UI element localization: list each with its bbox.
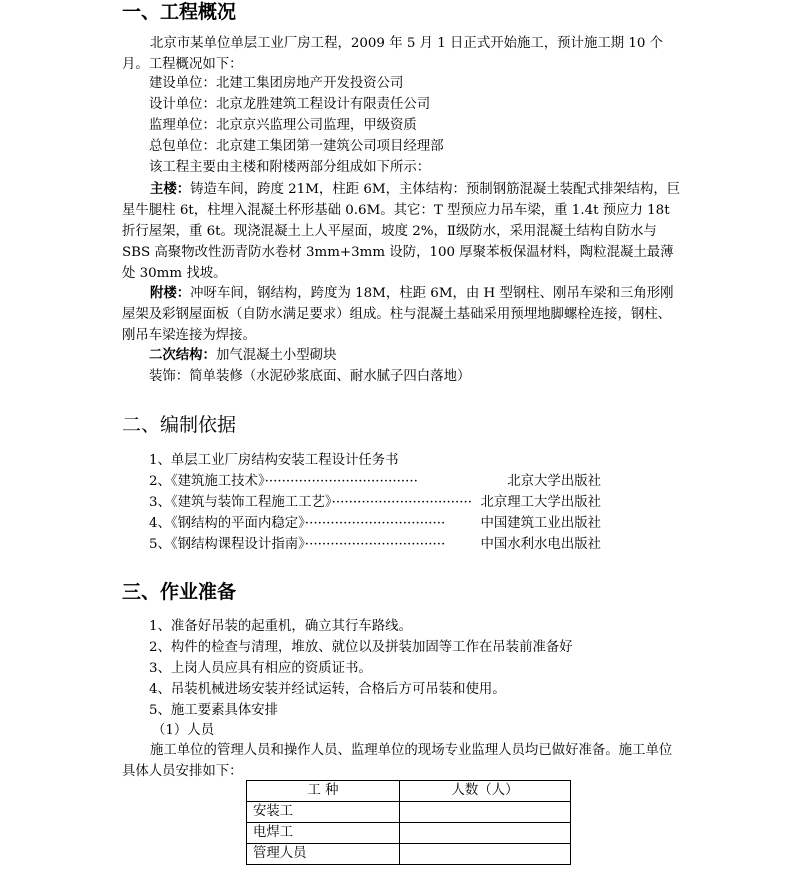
main-building-label: 主楼： [150,181,191,197]
prep-item-3: 3、上岗人员应具有相应的资质证书。 [149,661,372,676]
secondary-structure-label: 二次结构： [149,347,216,363]
staff-intro: 施工单位的管理人员和操作人员、监理单位的现场专业监理人员均已做好准备。施工单位具体人员安排如下： [122,743,673,779]
reference-title: 4、《钢结构的平面内稳定》································· [149,516,446,531]
personnel-subheading: （1）人员 [152,723,215,738]
table-header-row [247,781,571,802]
unit-construction: 建设单位：北建工集团房地产开发投资公司 [149,76,404,91]
annex-building-label: 附楼： [150,285,191,301]
reference-publisher: 北京理工大学出版社 [480,495,601,510]
table-cell [400,844,571,865]
section-2-heading: 二、编制依据 [122,414,237,436]
table-cell: 管理人员 [247,844,400,865]
reference-publisher: 中国建筑工业出版社 [480,516,601,531]
prep-item-4: 4、吊装机械进场安装并经试运转，合格后方可吊装和使用。 [149,682,506,697]
reference-title: 2、《建筑施工技术》···································· [149,474,418,489]
section-1-heading: 一、工程概况 [122,1,237,23]
secondary-structure [149,345,336,366]
reference-5 [149,534,601,555]
reference-4 [149,513,601,534]
reference-publisher: 北京大学出版社 [507,474,601,489]
table-row [247,844,571,865]
unit-supervision: 监理单位：北京京兴监理公司监理，甲级资质 [149,118,417,133]
main-building-paragraph [122,179,682,284]
section-3-heading: 三、作业准备 [122,581,237,603]
prep-item-5: 5、施工要素具体安排 [149,703,279,718]
decoration-text: 装饰：简单装修（水泥砂浆底面、耐水腻子四白落地） [149,369,471,384]
table-cell [400,802,571,823]
reference-title: 3、《建筑与装饰工程施工工艺》································· [149,495,473,510]
prep-item-2: 2、构件的检查与清理，堆放、就位以及拼装加固等工作在吊装前准备好 [149,640,573,655]
project-intro: 北京市某单位单层工业厂房工程，2009 年 5 月 1 日正式开始施工，预计施工期 10 个月。工程概况如下： [122,36,664,72]
reference-1: 1、单层工业厂房结构安装工程设计任务书 [149,453,399,468]
composition-text: 该工程主要由主楼和附楼两部分组成如下所示： [149,160,431,175]
unit-contractor: 总包单位：北京建工集团第一建筑公司项目经理部 [149,139,444,154]
table-header-cell: 人数（人） [400,781,571,802]
secondary-structure-text: 加气混凝土小型砌块 [215,348,337,363]
unit-design: 设计单位：北京龙胜建筑工程设计有限责任公司 [149,97,431,112]
main-building-text: 铸造车间，跨度 21M，柱距 6M，主体结构：预制钢筋混凝土装配式排架结构，巨星牛腿柱 6t，柱埋入混凝土杯形基础 0.6M。其它：T 型预应力吊车梁，重 1.4t 预应力 18t 折行屋架，重 6t。现浇混凝土上人平屋面，坡度 2%，Ⅱ级防水，采用混凝土结构自防水与 SBS 高聚物改性沥青防水卷材 3mm+3mm 设防，100 厚聚苯板保温材料，陶粒混凝土最薄处 30mm 找坡。 [122,182,681,281]
table-cell [400,823,571,844]
reference-2 [149,471,601,492]
table-cell: 电焊工 [247,823,400,844]
prep-item-1: 1、准备好吊装的起重机，确立其行车路线。 [149,619,412,634]
reference-publisher: 中国水利水电出版社 [480,537,601,552]
table-row [247,823,571,844]
table-header-cell: 工 种 [247,781,400,802]
reference-3 [149,492,601,513]
table-cell: 安装工 [247,802,400,823]
staff-table [246,780,571,865]
reference-title: 5、《钢结构课程设计指南》································· [149,537,446,552]
table-row [247,802,571,823]
annex-building-paragraph [122,283,682,346]
annex-building-text: 冲呀车间，钢结构，跨度为 18M，柱距 6M，由 H 型钢柱、刚吊车梁和三角形刚屋架及彩钢屋面板（自防水满足要求）组成。柱与混凝土基础采用预埋地脚螺栓连接，钢柱、刚吊车梁连接为焊接。 [122,286,674,343]
